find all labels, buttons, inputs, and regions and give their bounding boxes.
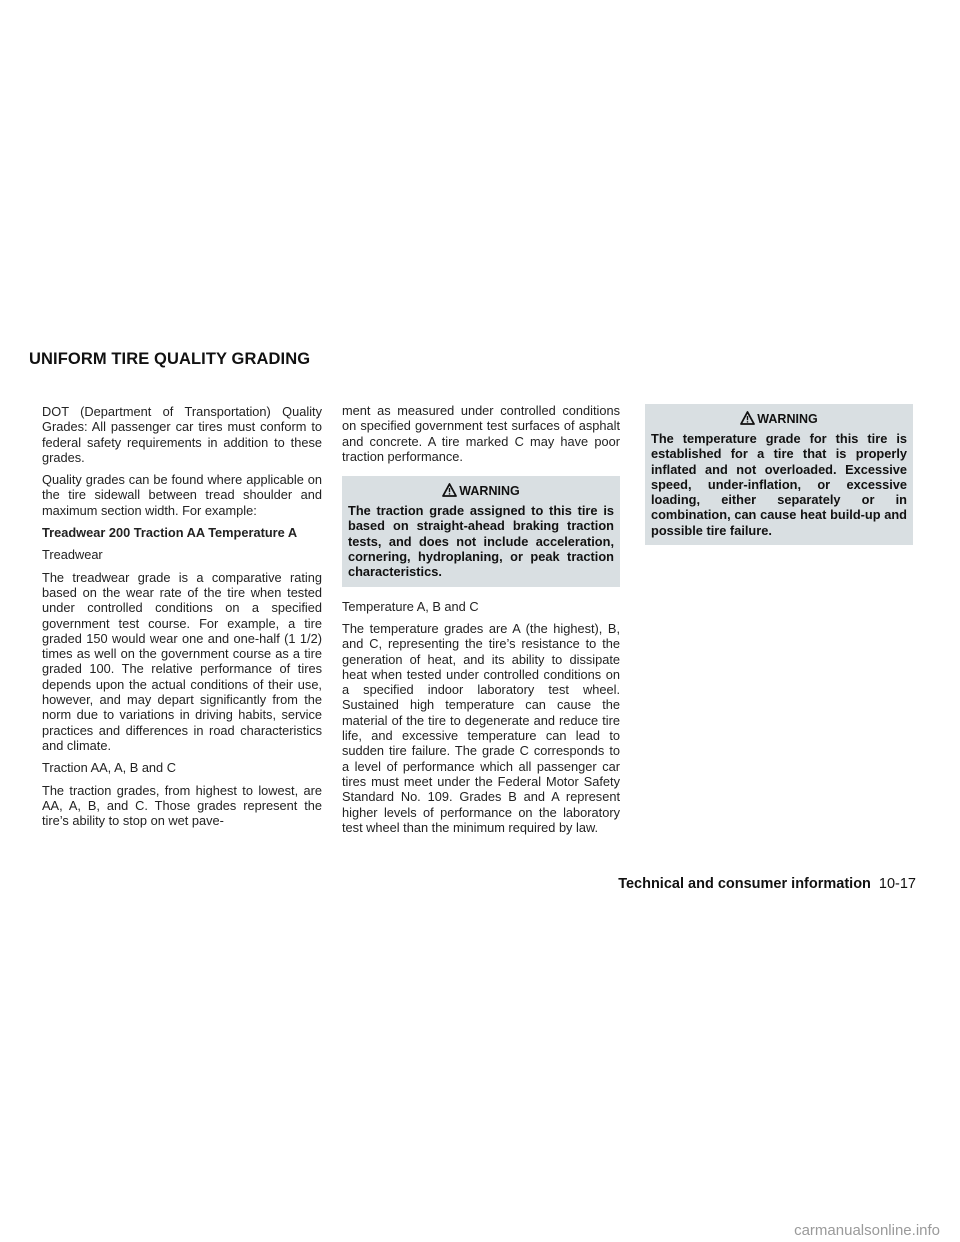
column-3 <box>645 404 913 545</box>
subheading-treadwear: Treadwear <box>42 547 103 563</box>
paragraph: Quality grades can be found where applicable on the tire sidewall between tread shoulder and maximum section width. For example: <box>42 472 322 518</box>
watermark: carmanualsonline.info <box>794 1222 940 1239</box>
warning-text: The traction grade assigned to this tire is based on straight-ahead braking traction tests, and does not include acceleration, cornering, hydroplaning, or peak traction characteristics. <box>348 503 614 580</box>
subheading-traction: Traction AA, A, B and C <box>42 760 176 776</box>
page-footer <box>618 876 916 892</box>
warning-header <box>651 404 907 431</box>
paragraph: DOT (Department of Transportation) Quality Grades: All passenger car tires must conform to federal safety requirements in addition to these grades. <box>42 404 322 465</box>
warning-text: The temperature grade for this tire is established for a tire that is properly inflated and not overloaded. Excessive speed, under-inflation, or excessive loading, either separately or in combination, can cause heat build-up and possible tire failure. <box>651 431 907 538</box>
section-title: UNIFORM TIRE QUALITY GRADING <box>29 350 311 368</box>
footer-section-name: Technical and consumer information <box>618 876 871 892</box>
warning-box <box>342 476 620 586</box>
warning-label: WARNING <box>459 484 520 499</box>
column-1 <box>42 404 322 835</box>
warning-icon <box>740 411 755 425</box>
paragraph: The temperature grades are A (the highest), B, and C, representing the tire’s resistance to the generation of heat, and its ability to dissipate heat when tested under controlled conditions on a specified indoor laboratory test wheel. Sustained high temperature can cause the material of the tire to degenerate and reduce tire life, and excessive temperature can lead to sudden tire failure. The grade C corresponds to a level of performance which all passenger car tires must meet under the Federal Motor Safety Standard No. 109. Grades B and A represent higher levels of performance on the laboratory test wheel than the minimum required by law. <box>342 620 620 835</box>
warning-header <box>348 476 614 503</box>
subheading-temperature: Temperature A, B and C <box>342 598 479 614</box>
page-number: 10-17 <box>878 876 916 892</box>
warning-label: WARNING <box>757 412 818 426</box>
column-2 <box>342 403 620 842</box>
warning-box <box>645 404 913 545</box>
paragraph: The traction grades, from highest to lowest, are AA, A, B, and C. Those grades represent the tire’s ability to stop on wet pave- <box>42 782 322 829</box>
paragraph: The treadwear grade is a comparative rating based on the wear rate of the tire when tested under controlled conditions on a specified government test course. For example, a tire graded 150 would wear one and one-half (1 1/2) times as well on the government course as a tire graded 100. The relative performance of tires depends upon the actual conditions of their use, however, and may depart significantly from the norm due to variations in driving habits, service practices and differences in road characteristics and climate. <box>42 569 322 753</box>
warning-icon <box>442 483 457 497</box>
example-heading: Treadwear 200 Traction AA Temperature A <box>42 525 298 541</box>
paragraph: ment as measured under controlled conditions on specified government test surfaces of asphalt and concrete. A tire marked C may have poor traction performance. <box>342 403 620 464</box>
